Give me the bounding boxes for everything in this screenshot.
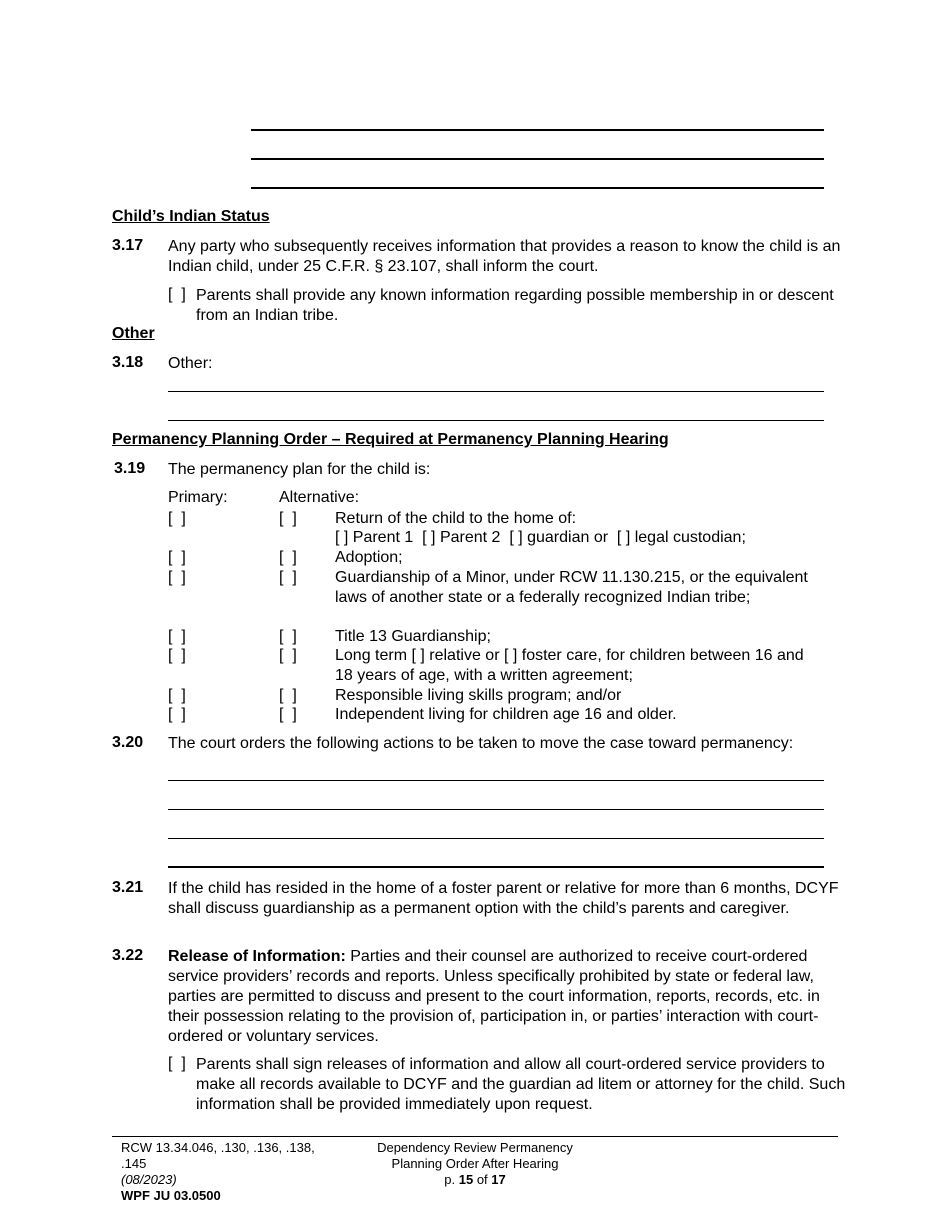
footer-divider xyxy=(112,1136,838,1137)
plan-option-label: Independent living for children age 16 and older. xyxy=(335,706,677,723)
item-text-3-20: The court orders the following actions to be taken to move the case toward permanency: xyxy=(168,735,794,752)
item-text-3-18: Other: xyxy=(168,355,213,372)
primary-checkbox[interactable]: [ ] xyxy=(168,510,186,527)
item-number-3-17: 3.17 xyxy=(112,237,144,254)
release-of-information-label: Release of Information: xyxy=(168,948,346,965)
footer-title-line: Planning Order After Hearing xyxy=(391,1156,559,1171)
footer-form-title xyxy=(360,1140,590,1188)
footer-page-number: p. 15 of 17 xyxy=(444,1172,506,1187)
plan-option-row xyxy=(168,705,848,725)
checkbox-option-text: Parents shall sign releases of information and allow all court-ordered service providers to make all records available to DCYF and the guardian ad litem or attorney for the child. Such information shall be provided immediately upon request. xyxy=(196,1056,846,1113)
section-heading-indian-status: Child’s Indian Status xyxy=(112,208,270,225)
item-text-3-17: Any party who subsequently receives information that provides a reason to know the child is an Indian child, under 25 C.F.R. § 23.107, shall inform the court. xyxy=(168,238,841,275)
blank-line[interactable] xyxy=(168,780,824,781)
item-text-3-22 xyxy=(168,947,836,1047)
item-text-3-19: The permanency plan for the child is: xyxy=(168,461,431,478)
alternative-checkbox[interactable]: [ ] xyxy=(279,510,297,527)
section-heading-other: Other xyxy=(112,325,155,342)
alternative-checkbox[interactable]: [ ] xyxy=(279,569,297,586)
footer-date: (08/2023) xyxy=(121,1172,177,1187)
plan-option-label: Adoption; xyxy=(335,549,403,566)
primary-checkbox[interactable]: [ ] xyxy=(168,647,186,664)
item-number-3-18: 3.18 xyxy=(112,354,144,371)
plan-option-label: Return of the child to the home of: xyxy=(335,510,577,527)
primary-column-label: Primary: xyxy=(168,489,228,506)
primary-checkbox[interactable]: [ ] xyxy=(168,569,186,586)
item-number-3-21: 3.21 xyxy=(112,879,144,896)
checkbox-option-text: Parents shall provide any known information regarding possible membership in or descent from an Indian tribe. xyxy=(196,287,834,324)
alternative-checkbox[interactable]: [ ] xyxy=(279,687,297,704)
blank-line[interactable] xyxy=(251,158,824,160)
blank-line[interactable] xyxy=(168,838,824,839)
footer-form-number: WPF JU 03.0500 xyxy=(121,1188,221,1203)
alternative-checkbox[interactable]: [ ] xyxy=(279,647,297,664)
plan-option-row xyxy=(168,548,848,568)
checkbox[interactable]: [ ] xyxy=(168,286,186,303)
footer-title-line: Dependency Review Permanency xyxy=(377,1140,573,1155)
plan-option-label: Responsible living skills program; and/or xyxy=(335,687,622,704)
plan-option-row xyxy=(168,627,848,647)
blank-line[interactable] xyxy=(251,129,824,131)
item-number-3-19: 3.19 xyxy=(114,460,146,477)
section-heading-permanency-planning: Permanency Planning Order – Required at Permanency Planning Hearing xyxy=(112,431,669,448)
primary-checkbox[interactable]: [ ] xyxy=(168,706,186,723)
blank-line[interactable] xyxy=(168,420,824,421)
release-of-information-text: Parties and their counsel are authorized to receive court-ordered service providers’ records and reports. Unless specifically prohibited by state or federal law, parties are permitted to discuss and present to the court information, reports, records, etc. in their possession relating to the provision of, participation in, or parties’ interaction with court-ordered or voluntary services. xyxy=(168,948,820,1045)
blank-line[interactable] xyxy=(251,187,824,189)
blank-line[interactable] xyxy=(168,391,824,392)
return-home-sub-options[interactable]: [ ] Parent 1 [ ] Parent 2 [ ] guardian or [ ] legal custodian; xyxy=(335,529,746,546)
alternative-checkbox[interactable]: [ ] xyxy=(279,549,297,566)
item-text-3-21: If the child has resided in the home of a foster parent or relative for more than 6 months, DCYF shall discuss guardianship as a permanent option with the child’s parents and caregiver. xyxy=(168,880,839,917)
alternative-checkbox[interactable]: [ ] xyxy=(279,706,297,723)
checkbox[interactable]: [ ] xyxy=(168,1055,186,1072)
blank-line[interactable] xyxy=(168,809,824,810)
item-number-3-22: 3.22 xyxy=(112,947,144,964)
plan-option-label: Title 13 Guardianship; xyxy=(335,628,491,645)
plan-option-row xyxy=(168,568,848,606)
item-number-3-20: 3.20 xyxy=(112,734,144,751)
footer-rcw-citation: RCW 13.34.046, .130, .136, .138, .145 xyxy=(121,1140,315,1171)
primary-checkbox[interactable]: [ ] xyxy=(168,687,186,704)
plan-option-label: Guardianship of a Minor, under RCW 11.130.215, or the equivalent laws of another state or a federally recognized Indian tribe; xyxy=(335,569,808,606)
plan-option-row xyxy=(168,509,848,529)
plan-option-label: Long term [ ] relative or [ ] foster care, for children between 16 and 18 years of age, with a written agreement; xyxy=(335,647,804,684)
alternative-column-label: Alternative: xyxy=(279,489,360,506)
alternative-checkbox[interactable]: [ ] xyxy=(279,628,297,645)
primary-checkbox[interactable]: [ ] xyxy=(168,628,186,645)
blank-line[interactable] xyxy=(168,866,824,868)
plan-option-row xyxy=(168,646,848,684)
plan-option-row xyxy=(168,686,848,706)
primary-checkbox[interactable]: [ ] xyxy=(168,549,186,566)
